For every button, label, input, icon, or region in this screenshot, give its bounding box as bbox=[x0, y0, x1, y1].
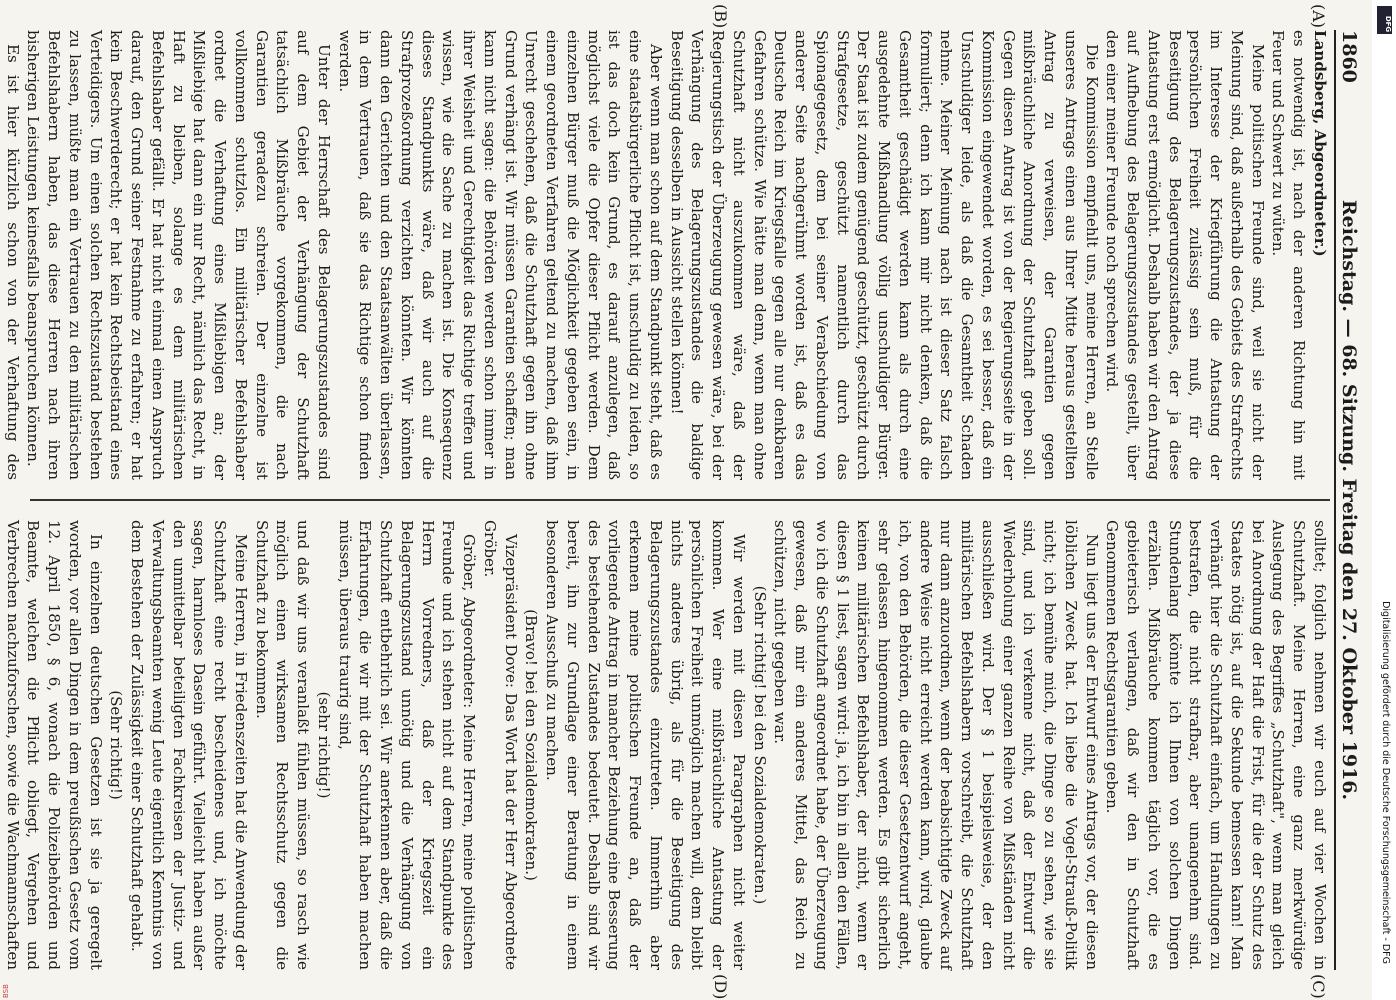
paragraph: es notwendig ist, nach der anderen Richtung hin mit Feuer und Schwert zu wüten. bbox=[1269, 30, 1309, 480]
interjection: (sehr richtig!) bbox=[315, 691, 333, 799]
margin-marker-d: (D) bbox=[711, 974, 730, 1000]
margin-marker-c: (C) bbox=[1309, 974, 1328, 999]
page-number: 1860 bbox=[1338, 30, 1360, 83]
left-column bbox=[3, 30, 1330, 480]
dfg-logo: DFG bbox=[1377, 6, 1392, 34]
paragraph: Gröber, Abgeordneter: Meine Herren, meine politischen Freunde und ich stehen nicht auf dem Standpunkte des Herrn Vorredners, daß der Kriegszeit ein Belagerungszustand unnötig und die Verhängung von Schutzhaft entbehrlich sei. Wir anerkennen aber, daß die Erfahrungen, die wir mit der Schutzhaft haben machen müssen, überaus traurig sind, bbox=[335, 520, 479, 970]
paragraph: Meine Herren, in Friedenszeiten hat die Anwendung der Schutzhaft eine recht bescheidenes und, ich möchte sagen, harmloses Dasein geführt. Vielleicht haben außer den unmittelbar beteiligten Fachkreisen der Justiz- und Verwaltungsbeamten wenig Leute eigentlich Kenntnis von dem Bestehen der Zulässigkeit einer Schutzhaft gehabt. bbox=[128, 520, 250, 970]
margin-marker-a: (A) bbox=[1309, 4, 1328, 29]
page-title: Reichstag. — 68. Sitzung. Freitag den 27. Oktober 1916. bbox=[1338, 199, 1360, 801]
interjection: (Sehr richtig! bei den Sozialdemokraten.) bbox=[750, 585, 769, 905]
speaker-line: Landsberg, Abgeordneter.) bbox=[1311, 30, 1329, 257]
interjection: (Sehr richtig!) bbox=[107, 690, 126, 800]
interjection: (Bravo! bei den Sozialdemokraten.) bbox=[522, 609, 541, 881]
paragraph: Meine politischen Freunde sind, weil sie nicht der Meinung sind, daß außerhalb des Gebiets des Strafrechts im Interesse der Kriegführung die Antastung der persönlichen Freiheit zulässig sein muß, für die Beseitigung des Belagerungszustandes, der ja diese Antastung erst ermöglicht. Deshalb haben wir den Antrag auf Aufhebung des Belagerungszustandes gestellt, über den einer meiner Freunde noch sprechen wird. bbox=[1103, 30, 1267, 480]
page-header bbox=[1334, 30, 1364, 970]
paragraph: Unter der Herrschaft des Belagerungszustandes sind auf dem Gebiet der Verhängung der Schutzhaft tatsächlich Mißbräuche vorgekommen, die nach Garantien geradezu schreien. Der einzelne ist vollkommen schutzlos. Ein militärischer Befehlshaber ordnet die Verhaftung eines Mißliebigen an; der Mißliebige hat dann ein nur Recht, nämlich das Recht, in Haft zu bleiben, solange es dem militärischen Befehlshaber gefällt. Er hat nicht einmal einen Anspruch darauf, den Grund seiner Festnahme zu erfahren; er hat kein Beschwerderecht; er hat kein Rechtsbeistand eines Verteidigers. Um einen solchen Rechtszustand bestehen zu lassen, müßte man ein Vertrauen zu den militärischen Befehlshabern haben, das diese Herren nach ihren bisherigen Leistungen keinesfalls beanspruchen können. bbox=[24, 30, 333, 480]
paragraph: und daß wir uns veranlaßt fühlen müssen, so rasch wie möglich einen wirksamen Rechtsschutz gegen die Schutzhaft zu bekommen. bbox=[252, 520, 313, 970]
speaker-announcement: Vizepräsident Dove: Das Wort hat der Herr Abgeordnete Gröber. bbox=[481, 520, 520, 970]
bsb-stamp: BSB bbox=[2, 984, 10, 998]
right-column bbox=[3, 520, 1330, 970]
margin-marker-b: (B) bbox=[711, 4, 730, 29]
column-divider bbox=[30, 499, 1330, 501]
digitization-watermark bbox=[1372, 0, 1396, 1000]
paragraph: In einzelnen deutschen Gesetzen ist sie ja geregelt worden, vor allen Dingen in dem preußischen Gesetz vom 12. April 1850, § 6, wonach die Polizeibehörden und Beamte, welchen die Pflicht obliegt, Vergehen und Verbrechen nachzuforschen, sowie die Wachmannschaften bbox=[3, 520, 105, 970]
paragraph: Wir werden mit diesen Paragraphen nicht weiter kommen. Wer eine mißbräuchliche Antastung der persönlichen Freiheit unmöglich machen will, dem bleibt nichts anderes übrig, als für die Beseitigung des Belagerungszustandes einzutreten. Immerhin aber erkennen meine politischen Freunde an, daß der vorliegende Antrag in mancher Beziehung eine Besserung des bestehenden Zustandes bedeutet. Deshalb sind wir bereit, ihn zur Grundlage einer Beratung in einem besonderen Ausschuß zu machen. bbox=[543, 520, 748, 970]
paragraph: Die Kommission empfiehlt uns, meine Herren, an Stelle unseres Antrags einen aus Ihrer Mitte heraus gestellten Antrag zu verweisen, der Garantien gegen mißbräuchliche Anordnung der Schutzhaft geben soll. Gegen diesen Antrag ist von der Regierungsseite in der Kommission eingewendet worden, es sei besser, daß ein Unschuldiger leide, als daß die Gesamtheit Schaden nehme. Meiner Meinung nach ist dieser Satz falsch formuliert; denn ich kann mir nicht denken, daß die Gesamtheit geschädigt werden kann als durch eine ausgedehnte Mißhandlung völlig unschuldiger Bürger. Der Staat ist zudem genügend geschützt, geschützt durch Strafgesetze, geschützt namentlich durch das Spionagegesetz, dem bei seiner Verabschiedung von anderer Seite nachgerühmt worden ist, daß es das Deutsche Reich im Kriegsfalle gegen alle nur denkbaren Gefahren schütze. Wie hätte man denn, wenn man ohne Schutzhaft nicht auszukommen wäre, daß der Regierungstisch der Überzeugung gewesen wäre, bei der Verhängung des Belagerungszustandes die baldige Beseitigung desselben in Aussicht stellen können! bbox=[667, 30, 1101, 480]
paragraph: Nun liegt uns der Entwurf eines Antrags vor, der diesen löblichen Zweck hat. Ich liebe die Vogel-Strauß-Politik nicht; ich bemühe mich, die Dinge so zu sehen, wie sie sind, und ich verkenne nicht, daß der Entwurf die Wiederholung einer ganzen Reihe von Mißständen nicht ausschließen wird. Der § 1 beispielsweise, der den militärischen Befehlshabern vorschreibt, die Schutzhaft nur dann anzuordnen, wenn der beabsichtigte Zweck auf andere Weise nicht erreicht werden kann, wird, glaube ich, von den Behörden, die dieser Gesetzentwurf angeht, sehr gelassen hingenommen werden. Es gibt sicherlich keinen militärischen Befehlshaber, der nicht, wenn er diesen § 1 liest, sagen wird: ja, ich bin in allen den Fällen, wo ich die Schutzhaft angeordnet habe, der Überzeugung gewesen, daß mir ein anderes Mittel, das Reich zu schützen, nicht gegeben war. bbox=[771, 520, 1101, 970]
watermark-text: Digitalisierung gefördert durch die Deutsche Forschungsgemeinschaft - DFG bbox=[1380, 601, 1391, 964]
paragraph: Aber wenn man schon auf dem Standpunkt steht, daß es eine staatsbürgerliche Pflicht ist, unschuldig zu leiden, so ist das doch kein Grund, es darauf anzulegen, daß möglichst viele die Opfer dieser Pflicht werden. Dem einzelnen Bürger muß die Möglichkeit gegeben sein, in einem geordneten Verfahren geltend zu machen, daß ihm Unrecht geschehen, daß die Schutzhaft gegen ihn ohne Grund verhängt ist. Wir müssen Garantien schaffen; man kann nicht sagen: die Behörden werden schon immer in ihrer Weisheit und Gerechtigkeit das Richtige treffen und wissen, wie die Sache zu machen ist. Die Konsequenz dieses Standpunkts wäre, daß wir auch auf die Strafprozeßordnung verzichten könnten. Wir könnten dann den Gerichten und den Staatsanwälten überlassen, in dem Vertrauen, daß sie das Richtige schon finden werden. bbox=[335, 30, 665, 480]
paragraph: Es ist hier kürzlich schon von der Verhaftung des bbox=[3, 44, 22, 480]
paragraph: solltet; folglich nehmen wir euch auf vier Wochen in Schutzhaft. Meine Herren, eine ganz merkwürdige Auslegung des Begriffes „Schutzhaft", wenn man gleich bei Anordnung der Haft die Frist, für die der Schutz des Staates nötig ist, auf die Sekunde bemessen kann! Man verhängt hier die Schutzhaft einfach, um Handlungen zu bestrafen, die nicht strafbar, aber unangenehm sind. Stundenlang könnte ich Ihnen von solchen Dingen erzählen. Mißbräuche kommen täglich vor, die es gebieterisch verlangen, daß wir den in Schutzhaft Genommenen Rechtsgarantien geben. bbox=[1103, 520, 1329, 970]
